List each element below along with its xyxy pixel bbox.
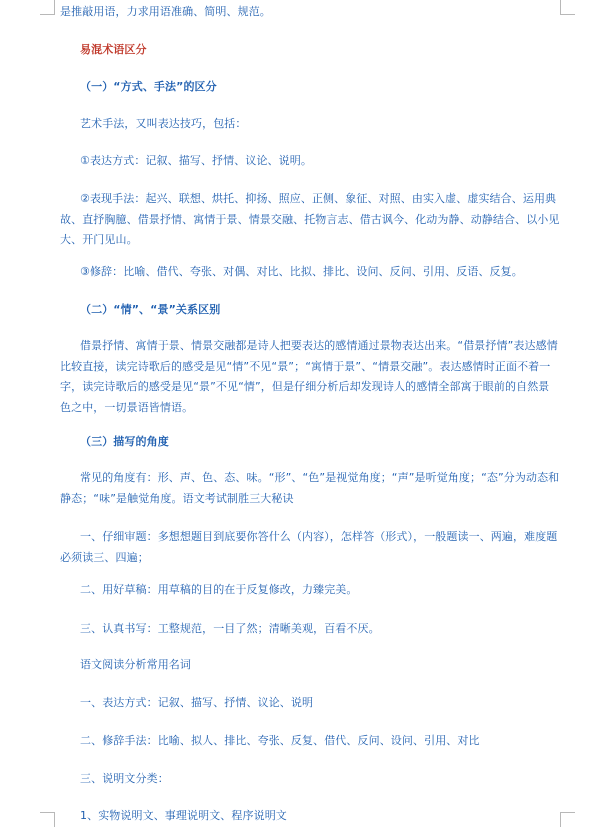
terms-title: 语文阅读分析常用名词 <box>80 658 191 671</box>
tip-read-carefully: 一、仔细审题：多想想题目到底要你答什么（内容），怎样答（形式），一般题读一、两遍，难度题必须读三、四遍； <box>60 530 558 564</box>
heading-methods: （一）“方式、手法”的区分 <box>80 80 217 93</box>
paragraph-emotion-scene: 借景抒情、寓情于景、情景交融都是诗人把要表达的感情通过景物表达出来。“借景抒情”表达感情比较直接，读完诗歌后的感受是见“情”不见“景”；“寓情于景”、“情景交融”。表达感情时正面不着一字，读完诗歌后的感受是见“景”不见“情”，但是仔细分析后却发现诗人的感情全部寓于眼前的自然景色之中，一切景语皆情语。 <box>60 339 558 414</box>
tip-draft: 二、用好草稿：用草稿的目的在于反复修改，力臻完美。 <box>80 583 358 596</box>
list-item-expression: ①表达方式：记叙、描写、抒情、议论、说明。 <box>80 154 312 167</box>
list-item-techniques: ②表现手法：起兴、联想、烘托、抑扬、照应、正侧、象征、对照、由实入虚、虚实结合、运用典故、直抒胸臆、借景抒情、寓情于景、情景交融、托物言志、借古讽今、化动为静、动静结合、以小见大、开门见山。 <box>60 192 560 246</box>
heading-angle: （三）描写的角度 <box>80 435 169 448</box>
paragraph-top: 是推敲用语，力求用语准确、简明、规范。 <box>60 5 271 18</box>
paragraph-angle: 常见的角度有：形、声、色、态、味。“形”、“色”是视觉角度；“声”是听觉角度；“态”分为动态和静态；“味”是触觉角度。语文考试制胜三大秘诀 <box>60 471 560 505</box>
page-corner-mark <box>40 0 55 15</box>
section-title: 易混术语区分 <box>80 43 147 56</box>
term-expository: 三、说明文分类： <box>80 772 169 785</box>
paragraph-art-intro: 艺术手法，又叫表达技巧，包括： <box>80 117 247 130</box>
page-corner-mark <box>560 812 575 827</box>
term-expository-types: 1、实物说明文、事理说明文、程序说明文 <box>80 809 287 822</box>
tip-handwriting: 三、认真书写：工整规范，一目了然；清晰美观，百看不厌。 <box>80 622 380 635</box>
page-corner-mark <box>560 0 575 15</box>
list-item-rhetoric: ③修辞：比喻、借代、夸张、对偶、对比、比拟、排比、设问、反问、引用、反语、反复。 <box>80 265 523 278</box>
term-rhetoric: 二、修辞手法：比喻、拟人、排比、夸张、反复、借代、反问、设问、引用、对比 <box>80 734 480 747</box>
heading-emotion-scene: （二）“情”、“景”关系区别 <box>80 303 221 316</box>
page-corner-mark <box>40 812 55 827</box>
term-expression: 一、表达方式：记叙、描写、抒情、议论、说明 <box>80 696 314 709</box>
